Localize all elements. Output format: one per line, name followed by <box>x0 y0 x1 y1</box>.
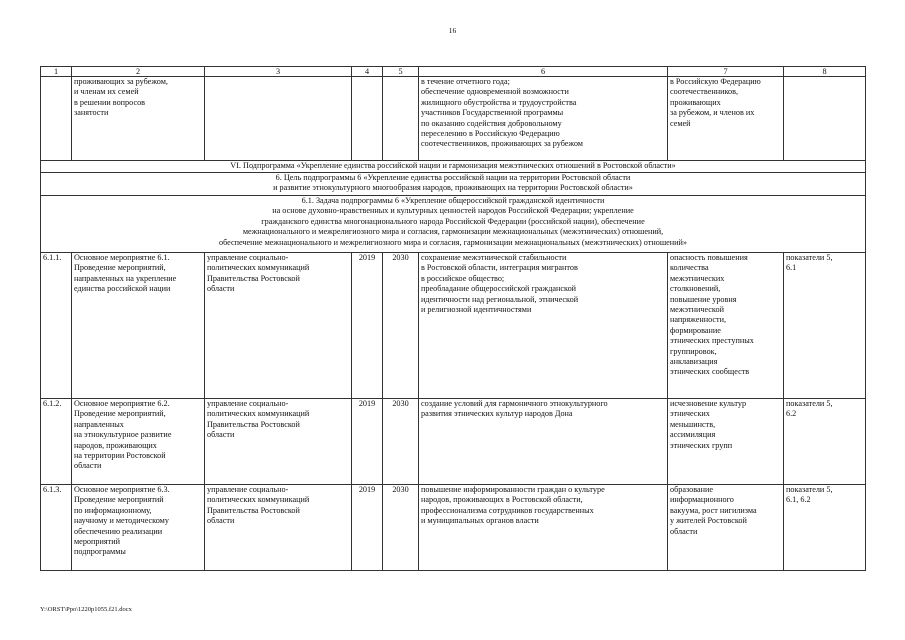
section-title-row <box>41 161 866 173</box>
col-header-7: 7 <box>668 67 784 77</box>
cont-cell-6: в течение отчетного года; обеспечение одновременной возможности жилищного обустройства и трудоустройства участников Государственной программы по оказанию содействия добровольному переселению в Российскую Федерацию соотечественников, проживающих за рубежом <box>419 77 668 161</box>
end-year: 2030 <box>383 485 419 571</box>
cont-cell-1 <box>41 77 72 161</box>
cont-cell-3 <box>205 77 352 161</box>
cont-cell-8 <box>784 77 866 161</box>
col-header-1: 1 <box>41 67 72 77</box>
table-row <box>41 253 866 399</box>
col-header-5: 5 <box>383 67 419 77</box>
task-row <box>41 196 866 253</box>
cont-cell-4 <box>352 77 383 161</box>
expected-result: создание условий для гармоничного этнокультурного развития этнических культур народов Дона <box>419 399 668 485</box>
subprogram-task: 6.1. Задача подпрограммы 6 «Укрепление общероссийской гражданской идентичности на основе духовно-нравственных и культурных ценностей народов Российской Федерации; укрепление гражданского единства многонационального народа Российской Федерации (российской нации), обеспечение межнационального и межрелигиозного мира и согласия, гармонизации межнациональных (межэтнических) отношений, обеспечение межнационального и межрелигиозного мира и согласия, гармонизации межнациональных (межэтнических) отношений» <box>41 196 866 253</box>
goal-row <box>41 173 866 196</box>
header-row <box>41 67 866 77</box>
expected-result: сохранение межэтнической стабильности в Ростовской области, интеграция мигрантов в российское общество; преобладание общероссийской гражданской идентичности над региональной, этнической и религиозной идентичностями <box>419 253 668 399</box>
program-table <box>40 66 866 571</box>
col-header-2: 2 <box>72 67 205 77</box>
activity-executor: управление социально- политических коммуникаций Правительства Ростовской области <box>205 485 352 571</box>
non-implementation-consequences: исчезновение культур этнических меньшинств, ассимиляция этнических групп <box>668 399 784 485</box>
subprogram-goal: 6. Цель подпрограммы 6 «Укрепление единства российской нации на территории Ростовской области и развитие этнокультурного многообразия народов, проживающих на территории Ростовской области» <box>41 173 866 196</box>
linked-indicators: показатели 5, 6.1 <box>784 253 866 399</box>
start-year: 2019 <box>352 399 383 485</box>
row-number: 6.1.2. <box>41 399 72 485</box>
activity-name: Основное мероприятие 6.3. Проведение мероприятий по информационному, научному и методическому обеспечению реализации мероприятий подпрограммы <box>72 485 205 571</box>
end-year: 2030 <box>383 253 419 399</box>
cont-cell-7: в Российскую Федерацию соотечественников, проживающих за рубежом, и членов их семей <box>668 77 784 161</box>
col-header-4: 4 <box>352 67 383 77</box>
activity-executor: управление социально- политических коммуникаций Правительства Ростовской области <box>205 253 352 399</box>
start-year: 2019 <box>352 485 383 571</box>
non-implementation-consequences: опасность повышения количества межэтнических столкновений, повышение уровня межэтнической напряженности, формирование этнических преступных группировок, анклавизация этнических сообществ <box>668 253 784 399</box>
table-row <box>41 485 866 571</box>
col-header-6: 6 <box>419 67 668 77</box>
page-number: 16 <box>448 26 457 35</box>
linked-indicators: показатели 5, 6.1, 6.2 <box>784 485 866 571</box>
table-row <box>41 399 866 485</box>
footer-file-path: Y:\ORST\Ppo\1220p1055.f21.docx <box>40 606 132 613</box>
start-year: 2019 <box>352 253 383 399</box>
non-implementation-consequences: образование информационного вакуума, рост нигилизма у жителей Ростовской области <box>668 485 784 571</box>
continuation-row <box>41 77 866 161</box>
col-header-8: 8 <box>784 67 866 77</box>
end-year: 2030 <box>383 399 419 485</box>
cont-cell-5 <box>383 77 419 161</box>
section-title: VI. Подпрограмма «Укрепление единства российской нации и гармонизация межэтнических отношений в Ростовской области» <box>41 161 866 173</box>
cont-cell-2: проживающих за рубежом, и членам их семей в решении вопросов занятости <box>72 77 205 161</box>
col-header-3: 3 <box>205 67 352 77</box>
expected-result: повышение информированности граждан о культуре народов, проживающих в Ростовской области, профессионализма сотрудников государственных и муниципальных органов власти <box>419 485 668 571</box>
activity-name: Основное мероприятие 6.2. Проведение мероприятий, направленных на этнокультурное развитие народов, проживающих на территории Ростовской области <box>72 399 205 485</box>
activity-executor: управление социально- политических коммуникаций Правительства Ростовской области <box>205 399 352 485</box>
row-number: 6.1.3. <box>41 485 72 571</box>
row-number: 6.1.1. <box>41 253 72 399</box>
activity-name: Основное мероприятие 6.1. Проведение мероприятий, направленных на укрепление единства российской нации <box>72 253 205 399</box>
linked-indicators: показатели 5, 6.2 <box>784 399 866 485</box>
